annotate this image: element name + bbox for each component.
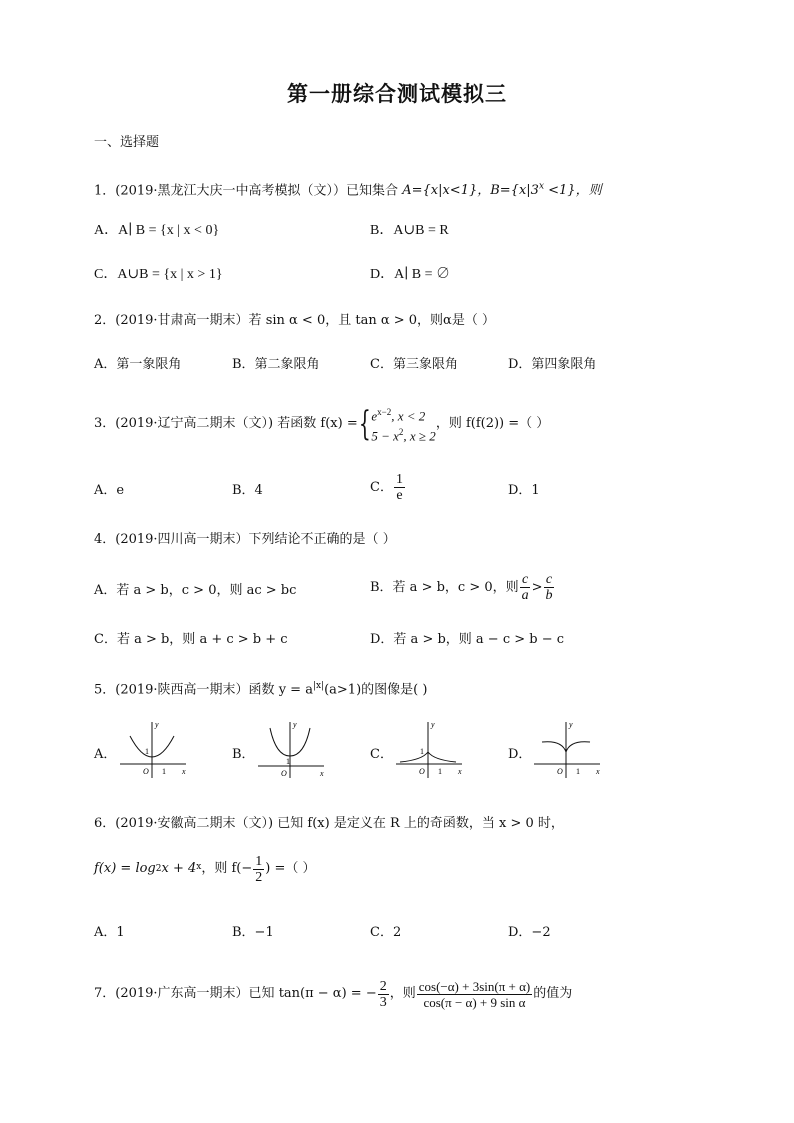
tick-one-label: 1 — [420, 747, 424, 756]
axis-x-label: x — [320, 769, 324, 778]
question-7-stem — [94, 974, 572, 1014]
axis-x-label: x — [182, 767, 186, 776]
q3-piecewise — [371, 404, 435, 445]
origin-label: O — [557, 767, 563, 776]
q2-option-d[interactable]: D．第四象限角 — [508, 357, 597, 372]
axis-y-label: y — [431, 720, 435, 729]
question-1-stem — [94, 178, 602, 200]
tick-one-label: 1 — [286, 757, 290, 766]
q3-case2: 5 − x — [371, 428, 399, 444]
q6-log-base: 2 — [155, 864, 162, 874]
q3-case2-exp: 2 — [398, 427, 404, 437]
q3-case1-exp: x−2 — [377, 406, 392, 417]
q3-brace: { — [358, 404, 371, 444]
q4-option-a[interactable]: A．若 a > b，c > 0，则 ac > bc — [94, 583, 297, 598]
q6-frac-num: 1 — [255, 853, 263, 869]
q5-stem-text: 5．(2019·陕西高一期末）函数 y = a — [94, 682, 313, 698]
q6-option-a[interactable]: A．1 — [94, 925, 125, 940]
q4-option-c[interactable]: C．若 a > b，则 a + c > b + c — [94, 632, 288, 647]
q5-graph-b[interactable] — [256, 718, 328, 780]
tick-one-label: 1 — [576, 767, 580, 776]
q6-then: ，则 f(− — [201, 861, 253, 876]
q7-fraction-2 — [417, 979, 533, 1010]
q6-option-d[interactable]: D．−2 — [508, 925, 551, 940]
q6-option-c[interactable]: C．2 — [370, 925, 402, 940]
q1-stem-text: 1．(2019·黑龙江大庆一中高考模拟（文））已知集合 — [94, 183, 403, 199]
tick-one-label: 1 — [145, 747, 149, 756]
tick-one-label: 1 — [438, 767, 442, 776]
q4-option-d[interactable]: D．若 a > b，则 a − c > b − c — [370, 632, 565, 647]
q3-option-c-label: C． — [370, 479, 393, 495]
q1-option-b[interactable]: B．A∪B = R — [370, 223, 449, 238]
q1-set-a: A={x|x<1}， — [402, 183, 491, 199]
q5-option-b-label[interactable]: B． — [232, 747, 255, 762]
q1-set-b-exp: x — [538, 182, 545, 192]
q6-equation — [94, 852, 315, 886]
q5-graph-a[interactable] — [118, 718, 190, 780]
q4-frac1-den: a — [521, 588, 529, 603]
question-2-stem: 2．(2019·甘肃高一期末）若 sin α < 0，且 tan α > 0，则α是（ ） — [94, 313, 495, 328]
axis-y-label: y — [155, 720, 159, 729]
q6-fraction — [253, 854, 264, 885]
q4-option-b[interactable] — [370, 572, 556, 603]
q2-option-c[interactable]: C．第三象限角 — [370, 357, 458, 372]
q5-graph-c[interactable] — [394, 718, 466, 780]
question-3-stem — [94, 404, 549, 444]
q4-frac-c-a — [520, 572, 531, 603]
question-6-stem: 6．(2019·安徽高二期末（文）) 已知 f(x) 是定义在 R 上的奇函数，当 x > 0 时， — [94, 816, 564, 831]
origin-label: O — [143, 767, 149, 776]
q7-frac1-den: 3 — [379, 994, 387, 1010]
q4-frac2-num: c — [545, 572, 553, 587]
q1-set-b: B={x|3 — [490, 183, 539, 199]
q3-option-c[interactable] — [370, 472, 406, 503]
q5-option-d-label[interactable]: D． — [508, 747, 532, 762]
question-4-stem: 4．(2019·四川高一期末）下列结论不正确的是（ ） — [94, 532, 396, 547]
q4-gt: > — [531, 579, 543, 595]
q3-option-a[interactable]: A．e — [94, 483, 125, 498]
q4-frac1-num: c — [522, 572, 529, 587]
q7-fraction-1 — [378, 979, 389, 1010]
q5-stem-exp: |x| — [312, 681, 325, 691]
page-title: 第一册综合测试模拟三 — [287, 81, 507, 106]
origin-label: O — [419, 767, 425, 776]
section-heading: 一、选择题 — [94, 135, 160, 150]
q4-option-b-text: B．若 a > b，c > 0，则 — [370, 579, 519, 595]
q2-option-b[interactable]: B．第二象限角 — [232, 357, 320, 372]
axis-x-label: x — [596, 767, 600, 776]
q1-option-d[interactable]: D．A∣ B = ∅ — [370, 267, 451, 282]
origin-label: O — [281, 769, 287, 778]
q3-case2-cond: , x ≥ 2 — [403, 428, 436, 444]
axis-x-label: x — [458, 767, 462, 776]
q5-graph-d[interactable] — [532, 718, 604, 780]
q5-stem-post: (a>1)的图像是( ) — [324, 682, 428, 698]
question-5-stem — [94, 677, 427, 699]
q3-frac-num: 1 — [395, 472, 403, 487]
q1-option-a[interactable]: A．A∣ B = {x | x < 0} — [94, 223, 220, 238]
q6-plus-four: x + 4 — [161, 861, 197, 876]
q3-stem-text: 3．(2019·辽宁高二期末（文）) 若函数 f(x) = — [94, 416, 358, 431]
q7-frac2-den: cos(π − α) + 9 sin α — [423, 994, 526, 1010]
q5-option-a-label[interactable]: A． — [94, 747, 117, 762]
axis-y-label: y — [293, 720, 297, 729]
tick-one-label: 1 — [162, 767, 166, 776]
q2-option-a[interactable]: A．第一象限角 — [94, 357, 182, 372]
q6-exp: x — [196, 862, 202, 872]
q3-option-d[interactable]: D．1 — [508, 483, 540, 498]
q3-case1-cond: , x < 2 — [391, 408, 426, 423]
q7-then: ，则 — [389, 986, 416, 1001]
q4-frac2-den: b — [545, 588, 553, 603]
q7-frac1-num: 2 — [379, 978, 387, 994]
q3-option-b[interactable]: B．4 — [232, 483, 263, 498]
q6-frac-den: 2 — [255, 869, 263, 885]
q3-option-c-fraction — [394, 472, 405, 503]
axis-y-label: y — [569, 720, 573, 729]
q3-case1: e — [371, 408, 378, 423]
q1-option-c[interactable]: C．A∪B = {x | x > 1} — [94, 267, 223, 282]
q5-option-c-label[interactable]: C． — [370, 747, 393, 762]
q7-stem-post: 的值为 — [533, 986, 573, 1001]
q6-option-b[interactable]: B．−1 — [232, 925, 274, 940]
q3-stem-post: ，则 f(f(2)) =（ ） — [435, 416, 550, 431]
q7-frac2-num: cos(−α) + 3sin(π + α) — [418, 978, 531, 994]
q6-f-log: f(x) = log — [94, 861, 156, 876]
q3-frac-den: e — [396, 488, 403, 503]
q6-equals: ) =（ ） — [265, 861, 316, 876]
q4-frac-c-b — [544, 572, 555, 603]
q7-stem-text: 7．(2019·广东高一期末）已知 tan(π − α) = − — [94, 986, 377, 1001]
q1-set-b-post: <1}，则 — [544, 183, 602, 199]
